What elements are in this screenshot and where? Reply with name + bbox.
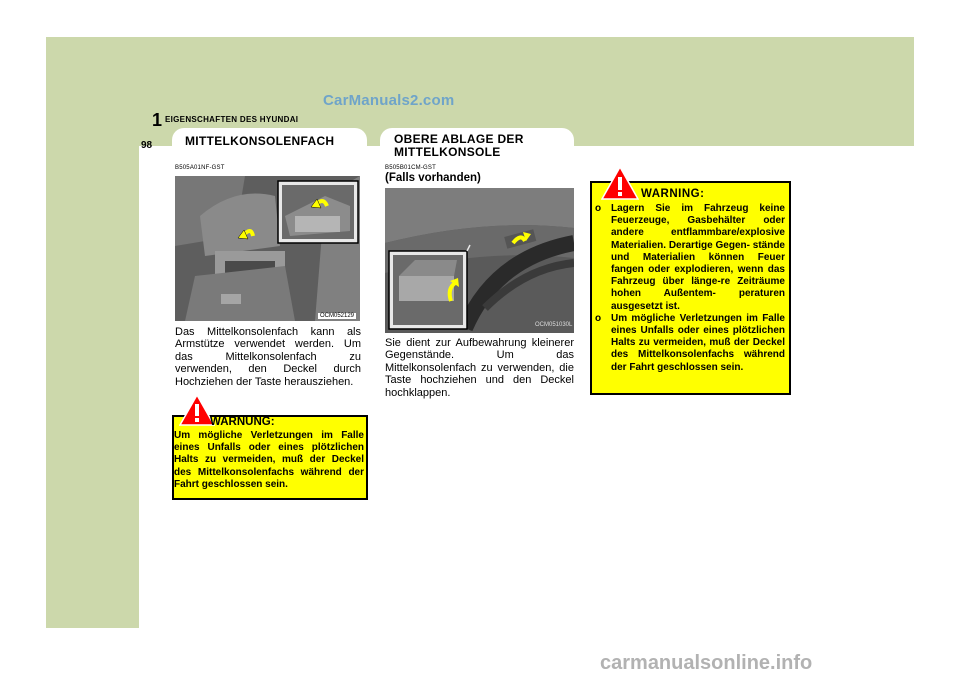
page-number: 98 bbox=[141, 140, 153, 151]
warning-triangle-icon bbox=[601, 166, 639, 200]
console-compartment-text: Das Mittelkonsolenfach kann als Armstütze verwendet werden. Um das Mittelkonsolenfach zu verwenden, den Deckel durch Hochziehen der Taste herausziehen. bbox=[175, 326, 361, 388]
upper-tray-illustration bbox=[385, 188, 574, 333]
warning-list-right bbox=[595, 203, 785, 374]
upper-tray-photo bbox=[385, 188, 574, 333]
warning-title-right: WARNING: bbox=[641, 188, 705, 200]
section-title-line1: OBERE ABLAGE DER bbox=[394, 132, 524, 146]
top-watermark[interactable]: CarManuals2.com bbox=[323, 92, 455, 109]
section-title-console-compartment: MITTELKONSOLENFACH bbox=[185, 134, 335, 148]
section-title-upper-tray bbox=[394, 133, 524, 159]
bullet-marker: o bbox=[595, 203, 602, 214]
bottom-watermark[interactable]: carmanualsonline.info bbox=[600, 652, 813, 674]
warning-item bbox=[595, 313, 785, 374]
warning-item-text: Lagern Sie im Fahrzeug keine Feuerzeuge, Gasbehälter oder andere entflammbare/explosive Materialien. Derartige Gegen- stände und Materialien können Feuer fangen oder explodieren, wenn das Fahrzeug über länge-re Zeiträume hohen Außentem- peraturen ausgesetzt ist. bbox=[611, 203, 785, 312]
warning-title-left: WARNUNG: bbox=[210, 416, 275, 428]
console-compartment-photo bbox=[175, 176, 360, 321]
warning-item bbox=[595, 203, 785, 313]
chapter-title: EIGENSCHAFTEN DES HYUNDAI bbox=[165, 115, 299, 124]
warning-text-left: Um mögliche Verletzungen im Falle eines Unfalls oder eines plötzlichen Halts zu vermeiden, muß der Deckel des Mittelkonsolenfachs während der Fahrt geschlossen sein. bbox=[174, 430, 364, 490]
photo-code-middle: OCM051030L bbox=[535, 322, 573, 328]
bullet-marker: o bbox=[595, 312, 602, 324]
section-code-middle: B505B01CM-GST bbox=[385, 165, 436, 171]
console-photo-illustration bbox=[175, 176, 360, 321]
section-code: B505A01NF-GST bbox=[175, 165, 225, 171]
upper-tray-text: Sie dient zur Aufbewahrung kleinerer Gegenstände. Um das Mittelkonsolenfach zu verwenden, die Taste hochziehen und den Deckel hochklappen. bbox=[385, 337, 574, 399]
availability-subhead: (Falls vorhanden) bbox=[385, 172, 481, 184]
warning-item-text: Um mögliche Verletzungen im Falle eines Unfalls oder eines plötzlichen Halts zu vermeiden, muß der Deckel des Mittelkonsolenfachs während der Fahrt geschlossen sein. bbox=[611, 312, 785, 373]
photo-code: OCM052129 bbox=[320, 313, 355, 319]
chapter-number: 1 bbox=[152, 110, 163, 130]
section-title-line2: MITTELKONSOLE bbox=[394, 145, 501, 159]
